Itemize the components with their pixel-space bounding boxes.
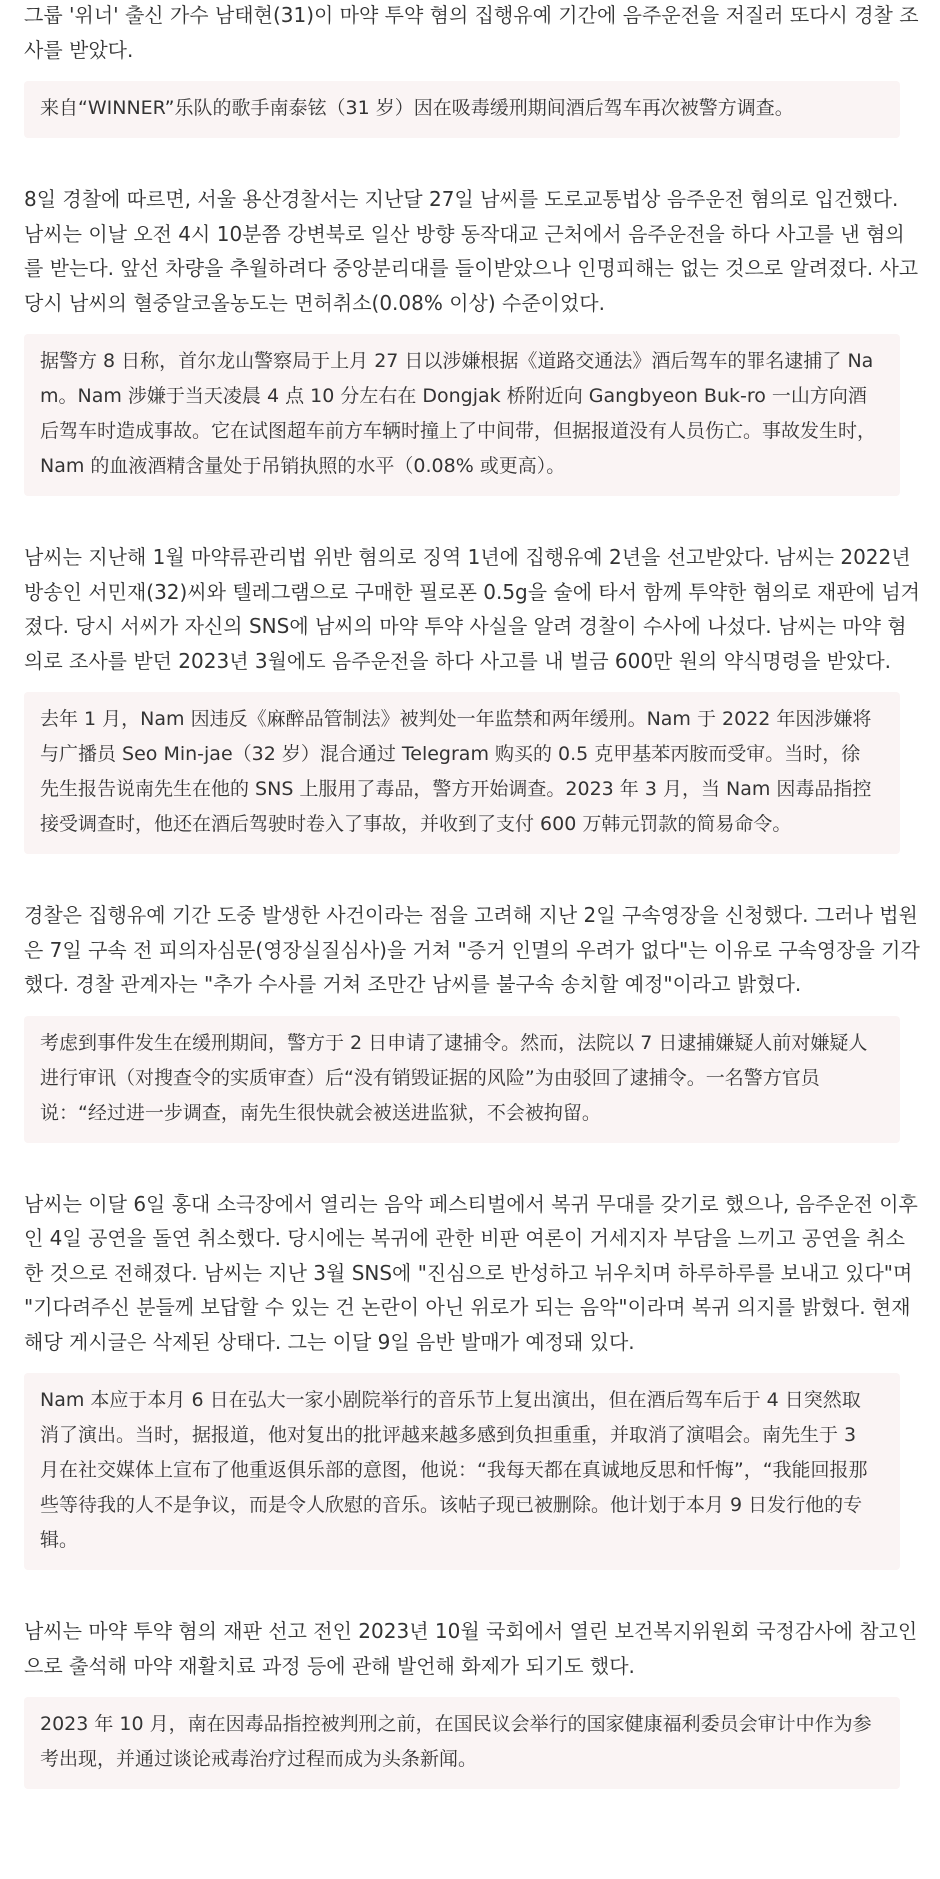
korean-paragraph-3: 남씨는 지난해 1월 마약류관리법 위반 혐의로 징역 1년에 집행유예 2년을 선고받았다. 남씨는 2022년 방송인 서민재(32)씨와 텔레그램으로 구매한 필로폰 0.5g을 술에 타서 함께 투약한 혐의로 재판에 넘겨졌다. 당시 서씨가 자신의 SNS에 남씨의 마약 투약 사실을 알려 경찰이 수사에 나섰다. 남씨는 마약 혐의로 조사를 받던 2023년 3월에도 음주운전을 하다 사고를 내 벌금 600만 원의 약식명령을 받았다.: [24, 545, 921, 673]
chinese-translation-1: 来自“WINNER”乐队的歌手南泰铉（31 岁）因在吸毒缓刑期间酒后驾车再次被警方调查。: [24, 81, 900, 138]
chinese-translation-2: 据警方 8 日称，首尔龙山警察局于上月 27 日以涉嫌根据《道路交通法》酒后驾车的罪名逮捕了 Nam。Nam 涉嫌于当天凌晨 4 点 10 分左右在 Dongjak 桥附近向 Gangbyeon Buk-ro 一山方向酒后驾车时造成事故。它在试图超车前方车辆时撞上了中间带，但据报道没有人员伤亡。事故发生时，Nam 的血液酒精含量处于吊销执照的水平（0.08% 或更高）。: [24, 334, 900, 496]
chinese-translation-3: 去年 1 月，Nam 因违反《麻醉品管制法》被判处一年监禁和两年缓刑。Nam 于 2022 年因涉嫌将与广播员 Seo Min-jae（32 岁）混合通过 Telegram 购买的 0.5 克甲基苯丙胺而受审。当时，徐先生报告说南先生在他的 SNS 上服用了毒品，警方开始调查。2023 年 3 月，当 Nam 因毒品指控接受调查时，他还在酒后驾驶时卷入了事故，并收到了支付 600 万韩元罚款的简易命令。: [24, 692, 900, 854]
chinese-translation-5: Nam 本应于本月 6 日在弘大一家小剧院举行的音乐节上复出演出，但在酒后驾车后于 4 日突然取消了演出。当时，据报道，他对复出的批评越来越多感到负担重重，并取消了演唱会。南先生于 3 月在社交媒体上宣布了他重返俱乐部的意图，他说：“我每天都在真诚地反思和忏悔”，“我能回报那些等待我的人不是争议，而是令人欣慰的音乐。该帖子现已被删除。他计划于本月 9 日发行他的专辑。: [24, 1373, 900, 1570]
chinese-translation-4: 考虑到事件发生在缓刑期间，警方于 2 日申请了逮捕令。然而，法院以 7 日逮捕嫌疑人前对嫌疑人进行审讯（对搜查令的实质审查）后“没有销毁证据的风险”为由驳回了逮捕令。一名警方官员说：“经过进一步调查，南先生很快就会被送进监狱，不会被拘留。: [24, 1016, 900, 1143]
korean-paragraph-5: 남씨는 이달 6일 홍대 소극장에서 열리는 음악 페스티벌에서 복귀 무대를 갖기로 했으나, 음주운전 이후인 4일 공연을 돌연 취소했다. 당시에는 복귀에 관한 비판 여론이 거세지자 부담을 느끼고 공연을 취소한 것으로 전해졌다. 남씨는 지난 3월 SNS에 "진심으로 반성하고 뉘우치며 하루하루를 보내고 있다"며 "기다려주신 분들께 보답할 수 있는 건 논란이 아닌 위로가 되는 음악"이라며 복귀 의지를 밝혔다. 현재 해당 게시글은 삭제된 상태다. 그는 이달 9일 음반 발매가 예정돼 있다.: [24, 1191, 918, 1354]
korean-paragraph-1: 그룹 '위너' 출신 가수 남태현(31)이 마약 투약 혐의 집행유예 기간에 음주운전을 저질러 또다시 경찰 조사를 받았다.: [24, 3, 919, 62]
korean-paragraph-4: 경찰은 집행유예 기간 도중 발생한 사건이라는 점을 고려해 지난 2일 구속영장을 신청했다. 그러나 법원은 7일 구속 전 피의자심문(영장실질심사)을 거쳐 "증거 인멸의 우려가 없다"는 이유로 구속영장을 기각했다. 경찰 관계자는 "추가 수사를 거쳐 조만간 남씨를 불구속 송치할 예정"이라고 밝혔다.: [24, 903, 920, 996]
korean-paragraph-2: 8일 경찰에 따르면, 서울 용산경찰서는 지난달 27일 남씨를 도로교통법상 음주운전 혐의로 입건했다. 남씨는 이날 오전 4시 10분쯤 강변북로 일산 방향 동작대교 근처에서 음주운전을 하다 사고를 낸 혐의를 받는다. 앞선 차량을 추월하려다 중앙분리대를 들이받았으나 인명피해는 없는 것으로 알려졌다. 사고 당시 남씨의 혈중알코올농도는 면허취소(0.08% 이상) 수준이었다.: [24, 187, 919, 315]
chinese-translation-6: 2023 年 10 月，南在因毒品指控被判刑之前，在国民议会举行的国家健康福利委员会审计中作为参考出现，并通过谈论戒毒治疗过程而成为头条新闻。: [24, 1697, 900, 1789]
korean-paragraph-6: 남씨는 마약 투약 혐의 재판 선고 전인 2023년 10월 국회에서 열린 보건복지위원회 국정감사에 참고인으로 출석해 마약 재활치료 과정 등에 관해 발언해 화제가 되기도 했다.: [24, 1619, 918, 1678]
